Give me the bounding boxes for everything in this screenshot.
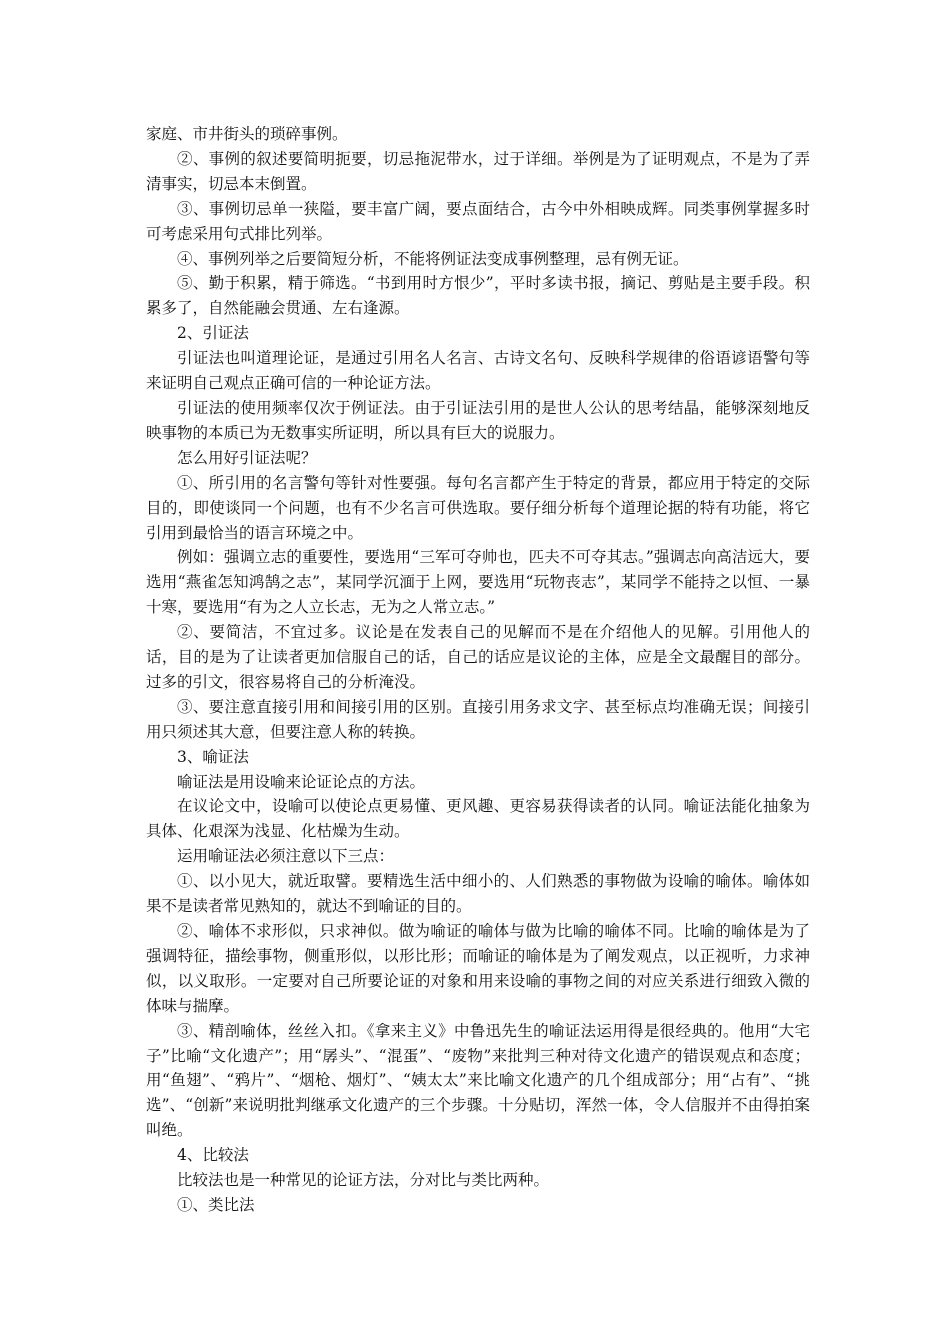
paragraph-comparison-definition: 比较法也是一种常见的论证方法，分对比与类比两种。	[177, 1171, 550, 1190]
section-heading-comparison: 4、比较法	[177, 1146, 249, 1165]
paragraph-continuation: 家庭、市井街头的琐碎事例。	[146, 125, 348, 143]
document-body	[146, 122, 810, 1218]
paragraph-analogy-point-3: ③、精剖喻体，丝丝入扣。《拿来主义》中鲁迅先生的喻证法运用得是很经典的。他用“大宅子”比喻“文化遗产”；用“孱头”、“混蛋”、“废物”来批判三种对待文化遗产的错误观点和态度；用“鱼翅”、“鸦片”、“烟枪、烟灯”、“姨太太”来比喻文化遗产的几个组成部分；用“占有”、“挑选”、“创新”来说明批判继承文化遗产的三个步骤。十分贴切，浑然一体，令人信服并不由得拍案叫绝。	[146, 1021, 810, 1140]
paragraph-quotation-point-1: ①、所引用的名言警句等针对性要强。每句名言都产生于特定的背景，都应用于特定的交际目的，即使谈同一个问题，也有不少名言可供选取。要仔细分析每个道理论据的特有功能，将它引用到最恰当的语言环境之中。	[146, 473, 810, 542]
paragraph-quotation-example: 例如：强调立志的重要性，要选用“三军可夺帅也，匹夫不可夺其志。”强调志向高洁远大，要选用“燕雀怎知鸿鹄之志”，某同学沉湎于上网，要选用“玩物丧志”，某同学不能持之以恒、一暴十寒，要选用“有为之人立长志，无为之人常立志。”	[146, 548, 810, 617]
paragraph-example-point-5: ⑤、勤于积累，精于筛选。“书到用时方恨少”，平时多读书报，摘记、剪贴是主要手段。积累多了，自然能融会贯通、左右逢源。	[146, 274, 810, 318]
paragraph-example-point-2: ②、事例的叙述要简明扼要，切忌拖泥带水，过于详细。举例是为了证明观点，不是为了弄清事实，切忌本末倒置。	[146, 149, 810, 193]
paragraph-comparison-subheading: ①、类比法	[177, 1195, 255, 1214]
paragraph-example-point-4: ④、事例列举之后要简短分析，不能将例证法变成事例整理，忌有例无证。	[177, 249, 689, 268]
paragraph-quotation-point-3: ③、要注意直接引用和间接引用的区别。直接引用务求文字、甚至标点均准确无误；间接引用只须述其大意，但要注意人称的转换。	[146, 697, 810, 741]
paragraph-analogy-definition: 喻证法是用设喻来论证论点的方法。	[177, 772, 426, 791]
paragraph-example-point-3: ③、事例切忌单一狭隘，要丰富广阔，要点面结合，古今中外相映成辉。同类事例掌握多时可考虑采用句式排比列举。	[146, 199, 810, 243]
paragraph-analogy-intro: 运用喻证法必须注意以下三点：	[177, 847, 395, 866]
paragraph-analogy-point-2: ②、喻体不求形似，只求神似。做为喻证的喻体与做为比喻的喻体不同。比喻的喻体是为了强调特征，描绘事物，侧重形似，以形比形；而喻证的喻体是为了阐发观点，以正视听，力求神似，以义取形。一定要对自己所要论证的对象和用来设喻的事物之间的对应关系进行细致入微的体味与揣摩。	[146, 922, 810, 1015]
section-heading-quotation: 2、引证法	[177, 324, 249, 343]
section-heading-analogy: 3、喻证法	[177, 747, 249, 766]
paragraph-quotation-point-2: ②、要简洁，不宜过多。议论是在发表自己的见解而不是在介绍他人的见解。引用他人的话，目的是为了让读者更加信服自己的话，自己的话应是议论的主体，应是全文最醒目的部分。过多的引文，很容易将自己的分析淹没。	[146, 623, 810, 691]
paragraph-quotation-frequency: 引证法的使用频率仅次于例证法。由于引证法引用的是世人公认的思考结晶，能够深刻地反映事物的本质已为无数事实所证明，所以具有巨大的说服力。	[146, 398, 810, 442]
paragraph-analogy-benefit: 在议论文中，设喻可以使论点更易懂、更风趣、更容易获得读者的认同。喻证法能化抽象为具体、化艰深为浅显、化枯燥为生动。	[146, 797, 810, 841]
paragraph-analogy-point-1: ①、以小见大，就近取譬。要精选生活中细小的、人们熟悉的事物做为设喻的喻体。喻体如果不是读者常见熟知的，就达不到喻证的目的。	[146, 872, 810, 916]
paragraph-quotation-definition: 引证法也叫道理论证，是通过引用名人名言、古诗文名句、反映科学规律的俗语谚语警句等来证明自己观点正确可信的一种论证方法。	[146, 349, 810, 393]
paragraph-quotation-question: 怎么用好引证法呢？	[177, 448, 317, 467]
